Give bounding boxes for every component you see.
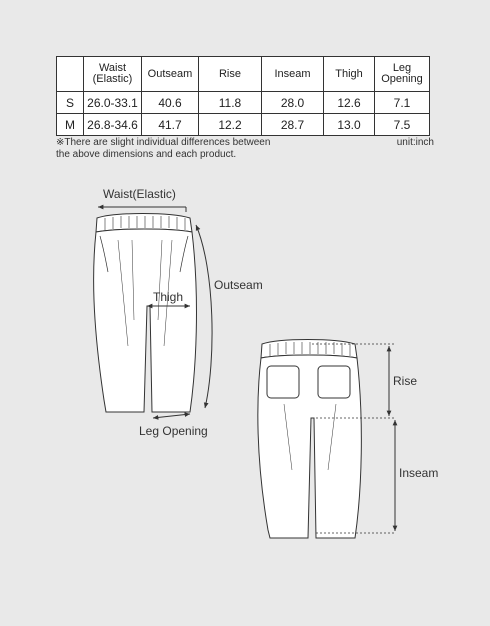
- waist-cell: 26.0-33.1: [84, 92, 142, 114]
- header-thigh: Thigh: [324, 57, 375, 92]
- disclaimer-note: ※There are slight individual differences between the above dimensions and each product.: [56, 137, 271, 160]
- rise-label: Rise: [393, 374, 418, 388]
- thigh-cell: 12.6: [324, 92, 375, 114]
- thigh-cell: 13.0: [324, 114, 375, 136]
- inseam-label: Inseam: [399, 466, 439, 480]
- header-outseam: Outseam: [142, 57, 199, 92]
- leg-opening-label: Leg Opening: [139, 424, 208, 438]
- leg-opening-arrow: [153, 414, 190, 418]
- inseam-cell: 28.7: [262, 114, 324, 136]
- waist-cell: 26.8-34.6: [84, 114, 142, 136]
- outseam-arrow: [196, 225, 212, 408]
- outseam-label: Outseam: [214, 278, 263, 292]
- front-pants-illustration: [94, 214, 197, 413]
- outseam-cell: 40.6: [142, 92, 199, 114]
- rise-cell: 12.2: [199, 114, 262, 136]
- header-rise: Rise: [199, 57, 262, 92]
- leg-opening-cell: 7.1: [375, 92, 430, 114]
- header-inseam: Inseam: [262, 57, 324, 92]
- leg-opening-cell: 7.5: [375, 114, 430, 136]
- front-leg-outline: [94, 229, 197, 412]
- back-pocket-right: [318, 366, 350, 398]
- header-leg-opening-label: Leg Opening: [381, 62, 423, 85]
- header-waist-label: Waist (Elastic): [92, 62, 133, 85]
- inseam-cell: 28.0: [262, 92, 324, 114]
- rise-cell: 11.8: [199, 92, 262, 114]
- unit-label: unit:inch: [396, 137, 434, 148]
- waist-label: Waist(Elastic): [103, 187, 176, 201]
- back-pocket-left: [267, 366, 299, 398]
- back-pants-illustration: [258, 340, 362, 539]
- outseam-cell: 41.7: [142, 114, 199, 136]
- thigh-label: Thigh: [153, 290, 184, 304]
- size-cell: S: [57, 92, 84, 114]
- size-cell: M: [57, 114, 84, 136]
